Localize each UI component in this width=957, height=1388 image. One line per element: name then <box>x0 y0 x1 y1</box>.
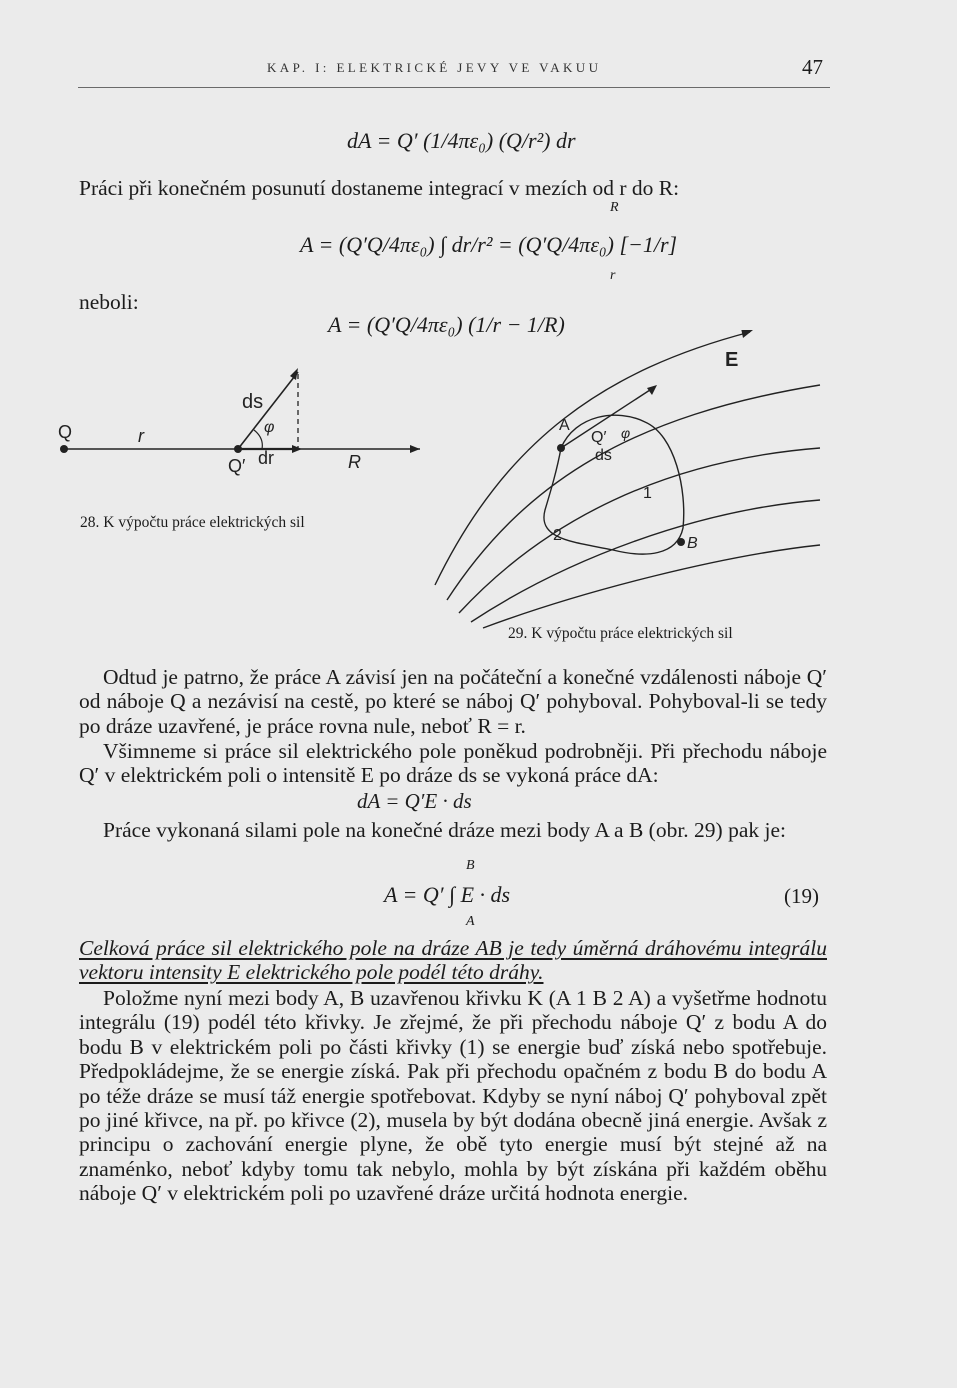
point-B-dot <box>677 538 685 546</box>
figure-29-caption: 29. K výpočtu práce elektrických sil <box>508 625 733 642</box>
page-number: 47 <box>802 55 823 79</box>
figure-29-diagram <box>425 330 845 630</box>
charge-Q-dot <box>60 445 68 453</box>
paragraph-4: Položme nyní mezi body A, B uzavřenou křivku K (A 1 B 2 A) a vyšetřme hodnotu integrálu (19) podél této křivky. Je zřejmé, že při přechodu náboje Q′ z bodu A do bodu B v elektrickém poli po části křivky (1) se energie buď získá nebo spotřebuje. Předpokládejme, že se energie získá. Pak při přechodu opačném z bodu B do bodu A po téže dráze se musí táž energie spotřebovat. Kdyby se nyní náboj Q′ pohyboval zpět po jiné křivce, na př. po křivce (2), musela by být dodána obecně jiná energie. Avšak z principu o zachování energie plyne, že obě tyto energie musí být stejné až na znaménko, neboť kdyby tomu tak nebylo, mohla by být získána při každém oběhu náboje Q′ v elektrickém poli po uzavřené dráze určitá hodnota energie. <box>79 986 827 1206</box>
running-header: KAP. I: ELEKTRICKÉ JEVY VE VAKUU <box>267 60 602 75</box>
label-r: r <box>138 426 144 446</box>
equation-dA: dA = Q′ (1/4πε₀) (Q/r²) dr <box>347 128 576 153</box>
angle-phi-arc <box>254 430 262 449</box>
dr-arrowhead <box>292 445 302 453</box>
field-arrowhead <box>741 330 753 338</box>
field-vector-E <box>561 388 653 448</box>
label-Qprime: Q′ <box>591 429 607 446</box>
equation-19: A = Q′ ∫ E · ds <box>384 882 511 907</box>
figure-28-diagram <box>58 360 428 480</box>
field-line <box>459 448 820 613</box>
eq19-lower-limit: A <box>466 914 475 929</box>
header-rule <box>78 87 830 88</box>
label-phi: φ <box>264 419 275 436</box>
label-curve-1: 1 <box>643 485 652 502</box>
label-ds: ds <box>595 447 612 464</box>
paragraph-3: Práce vykonaná silami pole na konečné dráze mezi body A a B (obr. 29) pak je: <box>103 818 787 842</box>
label-curve-2: 2 <box>553 527 562 544</box>
limit-upper: R <box>610 200 619 215</box>
label-Qprime: Q′ <box>228 456 246 476</box>
label-ds: ds <box>242 391 264 413</box>
equation-A-integral: A = (Q′Q/4πε₀) ∫ dr/r² = (Q′Q/4πε₀) [−1/r] <box>300 232 678 257</box>
axis-arrowhead <box>410 445 420 453</box>
eq19-upper-limit: B <box>466 858 475 873</box>
field-vector-arrowhead <box>647 385 657 395</box>
label-A: A <box>559 417 570 434</box>
point-A-dot <box>557 444 565 452</box>
equation-number-19: (19) <box>784 884 819 908</box>
ds-arrowhead <box>290 368 298 380</box>
label-Q: Q <box>58 422 73 442</box>
label-R: R <box>348 452 361 472</box>
figure-28-caption: 28. K výpočtu práce elektrických sil <box>80 514 305 531</box>
italic-statement: Celková práce sil elektrického pole na dráze AB je tedy úměrná dráhovému integrálu vektoru intensity E elektrického pole podél této dráhy. <box>79 936 827 985</box>
equation-A-result: A = (Q′Q/4πε₀) (1/r − 1/R) <box>328 312 565 337</box>
label-phi: φ <box>621 425 631 441</box>
neboli-label: neboli: <box>79 290 139 314</box>
paragraph-1: Odtud je patrno, že práce A závisí jen na počáteční a konečné vzdálenosti náboje Q′ od náboje Q a nezávisí na cestě, po které se náboj Q′ pohyboval. Pohyboval-li se tedy po dráze uzavřené, je práce rovna nule, neboť R = r. <box>79 665 827 738</box>
label-dr: dr <box>258 448 275 468</box>
field-line <box>483 545 820 628</box>
field-line <box>471 500 820 622</box>
paragraph-2: Všimneme si práce sil elektrického pole poněkud podrobněji. Při přechodu náboje Q′ v elektrickém poli o intensitě E po dráze ds se vykoná práce dA: <box>79 739 827 788</box>
label-E: E <box>725 349 739 371</box>
limit-lower: r <box>610 268 616 283</box>
integration-sentence: Práci při konečném posunutí dostaneme integrací v mezích od r do R: <box>79 176 680 200</box>
label-B: B <box>687 535 698 552</box>
field-lines <box>435 332 820 628</box>
equation-dA-vector: dA = Q′E · ds <box>357 789 472 813</box>
closed-curve-K <box>544 415 684 554</box>
